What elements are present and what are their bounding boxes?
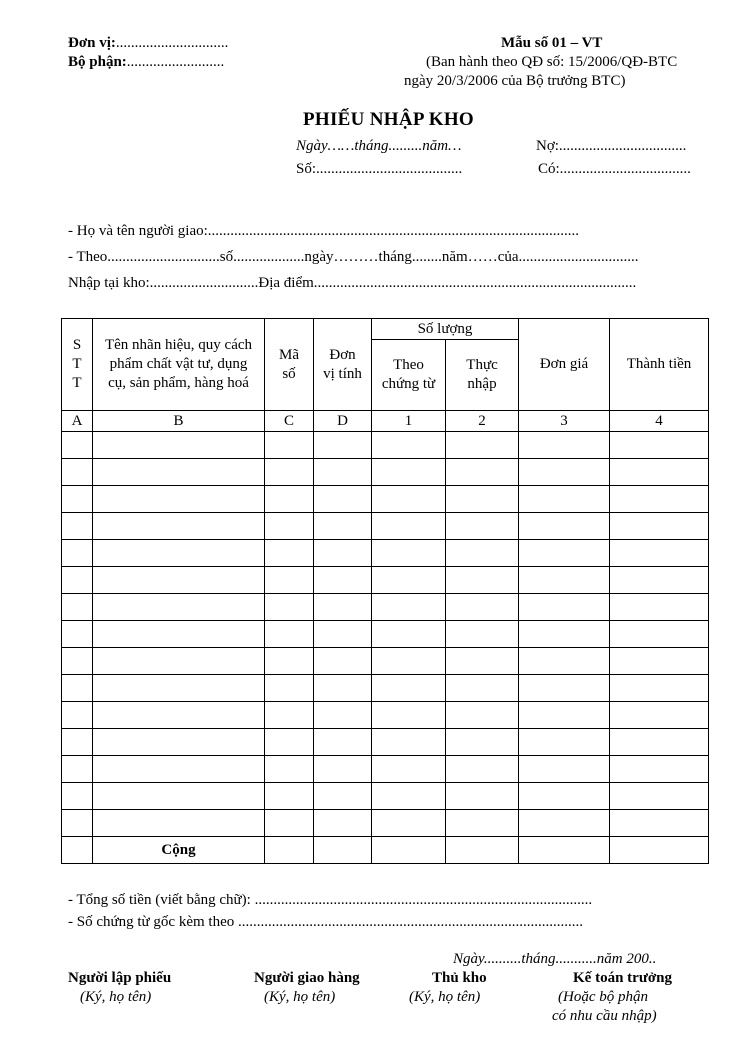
column-letter: B [93,411,265,432]
table-cell [372,702,446,729]
column-letter: 2 [446,411,519,432]
unit-label: Đơn vị: [68,35,116,51]
total-cell [446,837,519,864]
code-header-2: số [282,365,296,382]
table-cell [265,594,314,621]
table-cell [372,783,446,810]
table-cell [62,486,93,513]
unit-line [68,34,228,52]
signer-title: Người giao hàng [254,970,360,986]
table-cell [93,432,265,459]
name-header-2: phẩm chất vật tư, dụng [109,356,248,372]
table-cell [314,567,372,594]
table-cell [314,486,372,513]
table-cell [93,486,265,513]
table-cell [446,729,519,756]
table-body [62,432,709,837]
table-row [62,513,709,540]
table-row [62,675,709,702]
table-cell [62,783,93,810]
column-letter: D [314,411,372,432]
decree-line-2: ngày 20/3/2006 của Bộ trưởng BTC) [404,73,626,89]
table-cell [519,513,610,540]
table-cell [62,648,93,675]
table-cell [446,540,519,567]
table-cell [93,513,265,540]
signer-note-line-1: (Hoặc bộ phận [558,989,648,1005]
table-cell [314,594,372,621]
table-row [62,432,709,459]
table-cell [62,702,93,729]
table-cell [446,702,519,729]
table-cell [372,594,446,621]
table-row [62,621,709,648]
unit-header-2: vị tính [323,365,362,382]
table-cell [519,594,610,621]
table-row [62,810,709,837]
table-cell [610,540,709,567]
table-cell [446,756,519,783]
total-words-field: - Tổng số tiền (viết bằng chữ): .......................................................................................... [68,892,593,908]
table-cell [519,486,610,513]
table-cell [446,594,519,621]
table-cell [265,567,314,594]
column-letter: 3 [519,411,610,432]
table-cell [62,756,93,783]
table-row [62,756,709,783]
table-cell [519,459,610,486]
table-cell [93,810,265,837]
table-cell [446,621,519,648]
table-cell [62,567,93,594]
name-header-1: Tên nhãn hiệu, quy cách [104,337,253,353]
table-cell [265,621,314,648]
table-row [62,729,709,756]
table-cell [62,513,93,540]
table-cell [446,567,519,594]
table-cell [314,675,372,702]
table-row [62,459,709,486]
page-title: PHIẾU NHẬP KHO [303,109,474,130]
table-cell [265,810,314,837]
total-cell [519,837,610,864]
table-cell [62,729,93,756]
table-cell [265,459,314,486]
amount-header: Thành tiền [610,319,709,411]
table-cell [610,459,709,486]
signer-note: (Ký, họ tên) [409,989,481,1005]
table-row [62,648,709,675]
table-cell [446,432,519,459]
table-cell [372,675,446,702]
qty-actual-header-1: Thực [466,357,498,373]
table-cell [610,432,709,459]
table-cell [314,540,372,567]
table-cell [446,675,519,702]
dept-line [68,53,224,71]
table-cell [93,756,265,783]
total-cell [610,837,709,864]
column-letters-row [62,411,709,432]
sign-date: Ngày..........tháng...........năm 200.. [453,951,657,967]
price-header: Đơn giá [519,319,610,411]
table-cell [610,513,709,540]
table-cell [519,567,610,594]
table-cell [446,486,519,513]
table-cell [372,621,446,648]
table-row [62,486,709,513]
table-cell [62,459,93,486]
column-letter: C [265,411,314,432]
total-cell [62,837,93,864]
qty-doc-header-2: chứng từ [381,376,436,392]
table-row [62,783,709,810]
table-cell [610,783,709,810]
total-cell [372,837,446,864]
table-cell [372,729,446,756]
table-cell [314,729,372,756]
table-cell [610,648,709,675]
table-cell [62,810,93,837]
table-cell [446,648,519,675]
table-cell [265,756,314,783]
table-cell [446,513,519,540]
qty-actual-header-2: nhập [467,376,497,392]
unit-header-1: Đơn [329,346,356,363]
table-cell [265,432,314,459]
code-header [265,319,314,411]
table-cell [519,810,610,837]
table-cell [93,729,265,756]
table-row [62,594,709,621]
table-cell [314,621,372,648]
total-cell [314,837,372,864]
dept-label: Bộ phận: [68,54,127,70]
table-cell [265,513,314,540]
unit-dots: .............................. [115,35,229,51]
number-line: Số:....................................... [296,161,463,177]
table-cell [519,648,610,675]
table-cell [610,729,709,756]
table-cell [93,648,265,675]
table-cell [314,648,372,675]
qty-doc-header [372,340,446,411]
signer-title: Thủ kho [432,970,487,986]
table-cell [62,594,93,621]
table-cell [93,567,265,594]
table-cell [372,567,446,594]
table-cell [265,648,314,675]
table-cell [610,567,709,594]
table-cell [610,756,709,783]
total-label: Cộng [93,837,265,864]
table-cell [519,756,610,783]
according-field: - Theo..............................số...................ngày………tháng........năm……của................................ [68,249,639,265]
table-cell [610,621,709,648]
table-cell [610,486,709,513]
warehouse-field: Nhập tại kho:.............................Địa điểm...................................................................................... [68,275,637,291]
table-cell [610,702,709,729]
table-cell [265,486,314,513]
table-cell [314,810,372,837]
table-cell [93,459,265,486]
stt-header-1: S [72,337,82,353]
column-letter: 1 [372,411,446,432]
table-cell [372,540,446,567]
table-cell [93,675,265,702]
qty-doc-header-1: Theo [393,357,424,373]
unit-header [314,319,372,411]
table-cell [265,675,314,702]
table-cell [372,648,446,675]
signer-note: (Ký, họ tên) [80,989,152,1005]
date-line: Ngày……tháng.........năm… [296,138,462,154]
table-row [62,540,709,567]
decree-line-1: (Ban hành theo QĐ số: 15/2006/QĐ-BTC [426,54,678,70]
dept-dots: .......................... [126,54,225,70]
table-cell [62,432,93,459]
table-cell [265,540,314,567]
stt-header [62,319,93,411]
attached-docs-field: - Số chứng từ gốc kèm theo ............................................................................................ [68,914,583,930]
table-cell [519,675,610,702]
signer-note: (Ký, họ tên) [264,989,336,1005]
table-cell [314,756,372,783]
debit-line: Nợ:.................................. [536,138,687,154]
table-cell [446,459,519,486]
table-cell [314,513,372,540]
table-cell [93,783,265,810]
table-cell [519,702,610,729]
table-cell [519,540,610,567]
signer-title: Người lập phiếu [68,970,172,986]
table-cell [372,756,446,783]
table-cell [372,513,446,540]
total-row [62,837,709,864]
stt-header-2: T [72,356,82,372]
table-cell [93,540,265,567]
goods-table [61,318,709,864]
table-cell [610,594,709,621]
table-cell [314,702,372,729]
table-row [62,702,709,729]
column-letter: A [62,411,93,432]
table-cell [519,432,610,459]
total-cell [265,837,314,864]
qty-group-header: Số lượng [372,319,519,340]
table-cell [314,459,372,486]
column-letter: 4 [610,411,709,432]
name-header-3: cụ, sản phẩm, hàng hoá [108,375,249,391]
signer-note-line-2: có nhu cầu nhập) [552,1008,657,1024]
table-cell [446,810,519,837]
table-cell [519,621,610,648]
form-number: Mẫu số 01 – VT [501,35,603,51]
credit-line: Có:................................... [538,161,691,177]
table-cell [372,459,446,486]
table-cell [519,729,610,756]
table-cell [610,675,709,702]
table-cell [610,810,709,837]
table-cell [265,702,314,729]
code-header-1: Mã [279,346,299,363]
table-cell [93,621,265,648]
table-cell [93,702,265,729]
table-cell [93,594,265,621]
table-cell [372,432,446,459]
table-cell [372,486,446,513]
signer-title: Kế toán trưởng [573,970,672,986]
qty-actual-header [446,340,519,411]
table-cell [519,783,610,810]
deliverer-field: - Họ và tên người giao:................................................................................................... [68,223,580,239]
stt-header-3: T [72,375,82,391]
name-header [93,319,265,411]
table-cell [62,675,93,702]
table-cell [372,810,446,837]
table-cell [265,729,314,756]
table-cell [62,621,93,648]
table-cell [265,783,314,810]
table-cell [314,432,372,459]
table-cell [314,783,372,810]
table-row [62,567,709,594]
table-cell [62,540,93,567]
table-cell [446,783,519,810]
